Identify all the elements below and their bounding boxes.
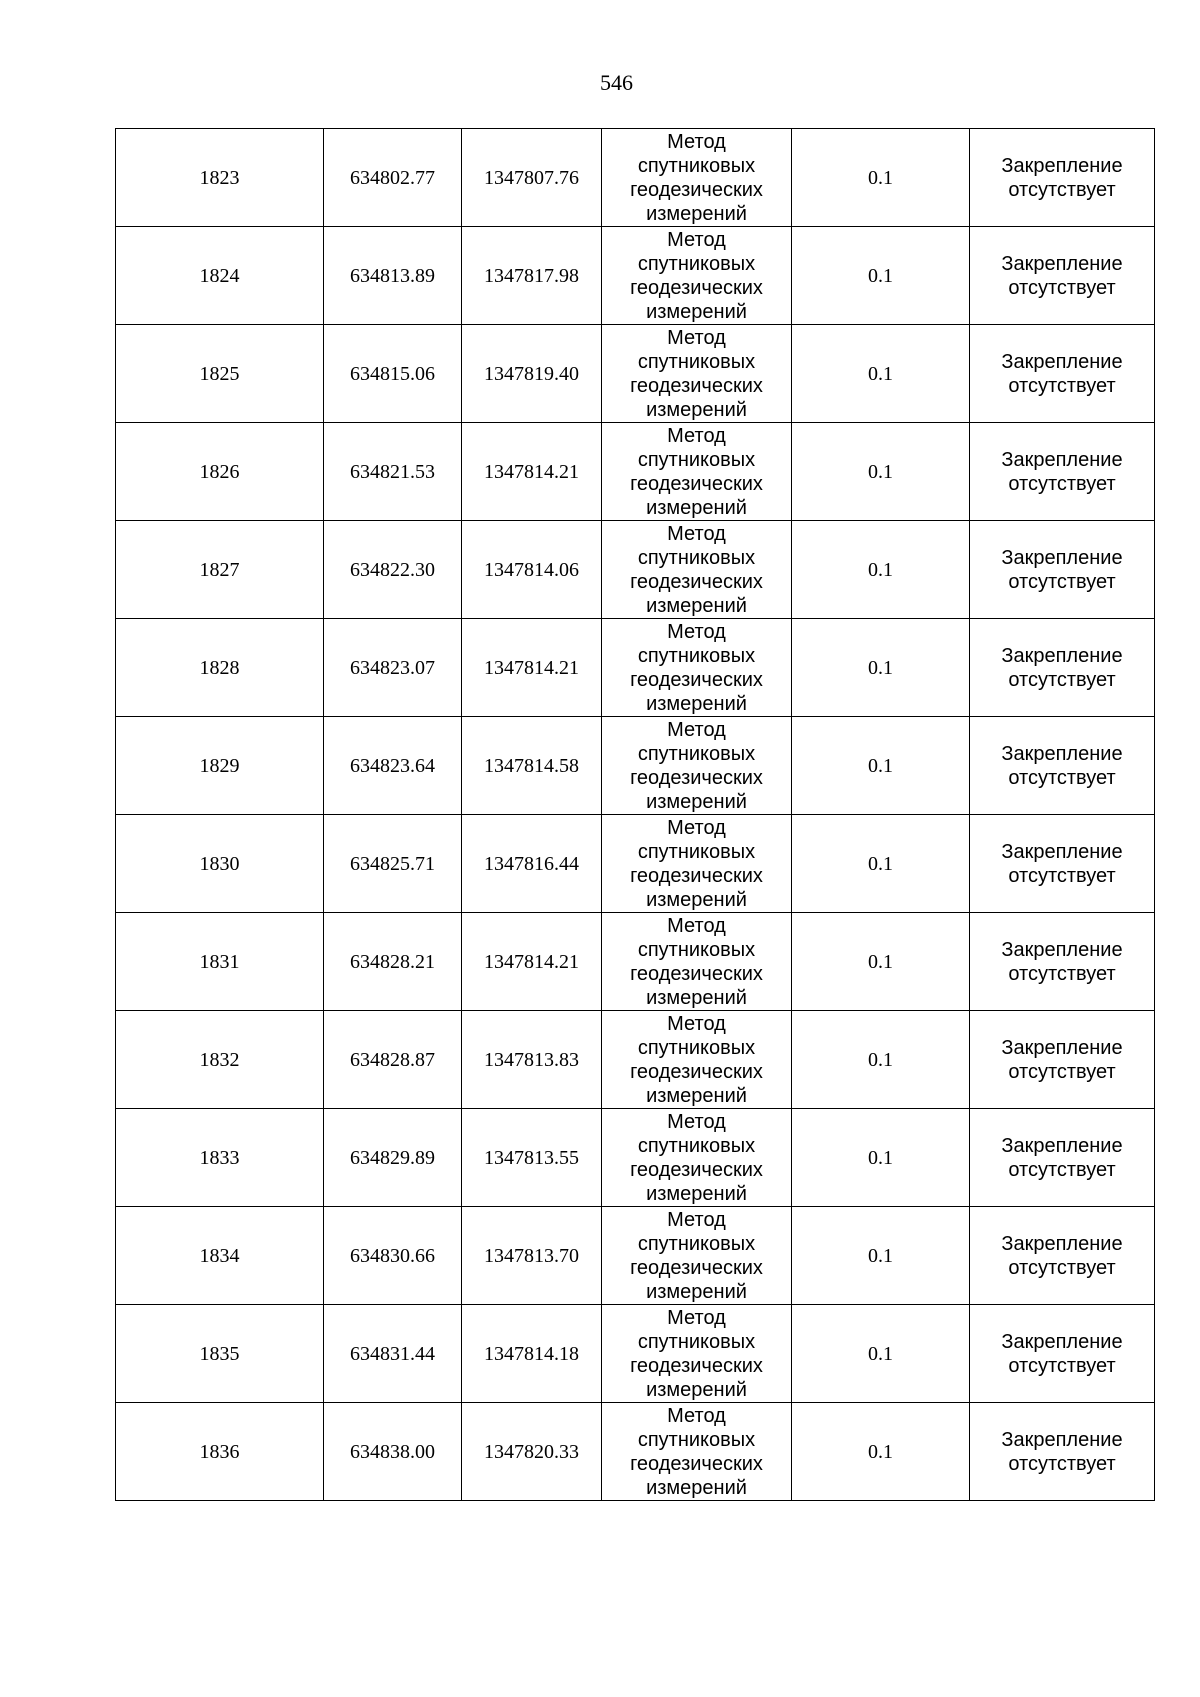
- table-row: [116, 227, 1155, 325]
- method-line: измерений: [646, 398, 747, 421]
- fixing-line: отсутствует: [1008, 1158, 1116, 1181]
- fixing-line: отсутствует: [1008, 1256, 1116, 1279]
- method-cell: [602, 619, 792, 717]
- point-number-cell: 1834: [116, 1207, 324, 1305]
- point-number-cell: 1823: [116, 129, 324, 227]
- method-cell: [602, 815, 792, 913]
- method-line: спутниковых: [637, 840, 756, 863]
- fixing-line: отсутствует: [1008, 472, 1116, 495]
- fixing-cell: [970, 129, 1155, 227]
- method-line: Метод: [667, 326, 726, 349]
- table-row: [116, 521, 1155, 619]
- table-row: [116, 129, 1155, 227]
- method-cell: [602, 227, 792, 325]
- point-number-cell: 1835: [116, 1305, 324, 1403]
- fixing-cell: [970, 815, 1155, 913]
- point-number-cell: 1832: [116, 1011, 324, 1109]
- y-coordinate-cell: 1347814.21: [462, 619, 602, 717]
- method-line: Метод: [667, 1404, 726, 1427]
- fixing-line: Закрепление: [1001, 1232, 1123, 1255]
- fixing-line: Закрепление: [1001, 644, 1123, 667]
- x-coordinate-cell: 634825.71: [324, 815, 462, 913]
- method-line: Метод: [667, 718, 726, 741]
- x-coordinate-cell: 634828.87: [324, 1011, 462, 1109]
- table-row: [116, 423, 1155, 521]
- fixing-cell: [970, 325, 1155, 423]
- method-line: измерений: [646, 1182, 747, 1205]
- fixing-line: отсутствует: [1008, 766, 1116, 789]
- method-line: спутниковых: [637, 546, 756, 569]
- method-cell: [602, 325, 792, 423]
- coordinates-table: [115, 128, 1155, 1501]
- fixing-cell: [970, 1109, 1155, 1207]
- x-coordinate-cell: 634823.07: [324, 619, 462, 717]
- method-line: геодезических: [630, 276, 763, 299]
- method-line: спутниковых: [637, 1232, 756, 1255]
- coordinates-table-body: [116, 129, 1155, 1501]
- method-line: измерений: [646, 202, 747, 225]
- point-number-cell: 1836: [116, 1403, 324, 1501]
- method-line: спутниковых: [637, 1330, 756, 1353]
- method-line: измерений: [646, 1084, 747, 1107]
- fixing-line: Закрепление: [1001, 448, 1123, 471]
- accuracy-cell: 0.1: [792, 1109, 970, 1207]
- method-cell: [602, 1011, 792, 1109]
- method-line: геодезических: [630, 1354, 763, 1377]
- accuracy-cell: 0.1: [792, 1305, 970, 1403]
- accuracy-cell: 0.1: [792, 129, 970, 227]
- y-coordinate-cell: 1347816.44: [462, 815, 602, 913]
- method-line: геодезических: [630, 472, 763, 495]
- method-cell: [602, 1305, 792, 1403]
- fixing-line: Закрепление: [1001, 742, 1123, 765]
- table-row: [116, 1305, 1155, 1403]
- fixing-cell: [970, 1011, 1155, 1109]
- method-line: Метод: [667, 424, 726, 447]
- table-row: [116, 1109, 1155, 1207]
- accuracy-cell: 0.1: [792, 521, 970, 619]
- point-number-cell: 1827: [116, 521, 324, 619]
- method-line: спутниковых: [637, 252, 756, 275]
- method-line: геодезических: [630, 864, 763, 887]
- method-line: Метод: [667, 522, 726, 545]
- point-number-cell: 1829: [116, 717, 324, 815]
- table-row: [116, 1207, 1155, 1305]
- method-line: спутниковых: [637, 154, 756, 177]
- method-line: Метод: [667, 1208, 726, 1231]
- fixing-line: Закрепление: [1001, 1428, 1123, 1451]
- method-line: измерений: [646, 1378, 747, 1401]
- method-line: геодезических: [630, 1256, 763, 1279]
- table-row: [116, 1011, 1155, 1109]
- x-coordinate-cell: 634838.00: [324, 1403, 462, 1501]
- fixing-cell: [970, 227, 1155, 325]
- method-cell: [602, 1207, 792, 1305]
- fixing-line: Закрепление: [1001, 1330, 1123, 1353]
- fixing-cell: [970, 521, 1155, 619]
- method-line: геодезических: [630, 570, 763, 593]
- method-line: спутниковых: [637, 1036, 756, 1059]
- accuracy-cell: 0.1: [792, 1403, 970, 1501]
- method-cell: [602, 717, 792, 815]
- table-row: [116, 619, 1155, 717]
- method-line: измерений: [646, 986, 747, 1009]
- x-coordinate-cell: 634830.66: [324, 1207, 462, 1305]
- method-line: измерений: [646, 594, 747, 617]
- x-coordinate-cell: 634815.06: [324, 325, 462, 423]
- y-coordinate-cell: 1347813.83: [462, 1011, 602, 1109]
- method-line: геодезических: [630, 962, 763, 985]
- table-row: [116, 815, 1155, 913]
- method-line: геодезических: [630, 766, 763, 789]
- method-line: Метод: [667, 1110, 726, 1133]
- fixing-line: Закрепление: [1001, 154, 1123, 177]
- method-cell: [602, 1109, 792, 1207]
- fixing-line: отсутствует: [1008, 1060, 1116, 1083]
- fixing-line: Закрепление: [1001, 938, 1123, 961]
- y-coordinate-cell: 1347814.21: [462, 423, 602, 521]
- fixing-line: Закрепление: [1001, 350, 1123, 373]
- fixing-line: Закрепление: [1001, 1134, 1123, 1157]
- table-row: [116, 1403, 1155, 1501]
- fixing-line: отсутствует: [1008, 178, 1116, 201]
- accuracy-cell: 0.1: [792, 815, 970, 913]
- fixing-line: Закрепление: [1001, 252, 1123, 275]
- fixing-line: Закрепление: [1001, 1036, 1123, 1059]
- y-coordinate-cell: 1347807.76: [462, 129, 602, 227]
- x-coordinate-cell: 634831.44: [324, 1305, 462, 1403]
- method-line: Метод: [667, 1012, 726, 1035]
- fixing-line: отсутствует: [1008, 1354, 1116, 1377]
- fixing-line: отсутствует: [1008, 962, 1116, 985]
- x-coordinate-cell: 634823.64: [324, 717, 462, 815]
- method-line: геодезических: [630, 178, 763, 201]
- method-line: измерений: [646, 1476, 747, 1499]
- page-number: 546: [600, 70, 633, 95]
- accuracy-cell: 0.1: [792, 227, 970, 325]
- method-line: измерений: [646, 790, 747, 813]
- method-line: спутниковых: [637, 644, 756, 667]
- point-number-cell: 1830: [116, 815, 324, 913]
- method-line: геодезических: [630, 1158, 763, 1181]
- point-number-cell: 1828: [116, 619, 324, 717]
- y-coordinate-cell: 1347814.58: [462, 717, 602, 815]
- accuracy-cell: 0.1: [792, 325, 970, 423]
- method-line: Метод: [667, 1306, 726, 1329]
- fixing-cell: [970, 1305, 1155, 1403]
- method-line: Метод: [667, 620, 726, 643]
- y-coordinate-cell: 1347817.98: [462, 227, 602, 325]
- y-coordinate-cell: 1347813.55: [462, 1109, 602, 1207]
- x-coordinate-cell: 634829.89: [324, 1109, 462, 1207]
- fixing-line: отсутствует: [1008, 668, 1116, 691]
- y-coordinate-cell: 1347814.18: [462, 1305, 602, 1403]
- accuracy-cell: 0.1: [792, 619, 970, 717]
- y-coordinate-cell: 1347819.40: [462, 325, 602, 423]
- method-line: Метод: [667, 228, 726, 251]
- accuracy-cell: 0.1: [792, 1207, 970, 1305]
- method-line: спутниковых: [637, 350, 756, 373]
- fixing-line: отсутствует: [1008, 1452, 1116, 1475]
- method-line: Метод: [667, 914, 726, 937]
- method-line: геодезических: [630, 668, 763, 691]
- method-line: измерений: [646, 692, 747, 715]
- fixing-cell: [970, 717, 1155, 815]
- fixing-line: отсутствует: [1008, 276, 1116, 299]
- fixing-line: Закрепление: [1001, 840, 1123, 863]
- x-coordinate-cell: 634813.89: [324, 227, 462, 325]
- method-line: геодезических: [630, 374, 763, 397]
- fixing-cell: [970, 1403, 1155, 1501]
- method-line: Метод: [667, 816, 726, 839]
- method-cell: [602, 129, 792, 227]
- x-coordinate-cell: 634828.21: [324, 913, 462, 1011]
- accuracy-cell: 0.1: [792, 717, 970, 815]
- accuracy-cell: 0.1: [792, 423, 970, 521]
- x-coordinate-cell: 634821.53: [324, 423, 462, 521]
- method-line: спутниковых: [637, 1134, 756, 1157]
- method-line: спутниковых: [637, 938, 756, 961]
- point-number-cell: 1826: [116, 423, 324, 521]
- method-line: измерений: [646, 496, 747, 519]
- point-number-cell: 1825: [116, 325, 324, 423]
- method-line: Метод: [667, 130, 726, 153]
- y-coordinate-cell: 1347814.21: [462, 913, 602, 1011]
- table-row: [116, 325, 1155, 423]
- y-coordinate-cell: 1347814.06: [462, 521, 602, 619]
- accuracy-cell: 0.1: [792, 913, 970, 1011]
- y-coordinate-cell: 1347820.33: [462, 1403, 602, 1501]
- method-line: спутниковых: [637, 1428, 756, 1451]
- table-row: [116, 913, 1155, 1011]
- x-coordinate-cell: 634822.30: [324, 521, 462, 619]
- point-number-cell: 1824: [116, 227, 324, 325]
- method-line: геодезических: [630, 1452, 763, 1475]
- table-row: [116, 717, 1155, 815]
- fixing-cell: [970, 913, 1155, 1011]
- method-line: спутниковых: [637, 448, 756, 471]
- accuracy-cell: 0.1: [792, 1011, 970, 1109]
- method-cell: [602, 521, 792, 619]
- method-cell: [602, 1403, 792, 1501]
- y-coordinate-cell: 1347813.70: [462, 1207, 602, 1305]
- x-coordinate-cell: 634802.77: [324, 129, 462, 227]
- fixing-line: отсутствует: [1008, 864, 1116, 887]
- method-line: измерений: [646, 1280, 747, 1303]
- method-line: спутниковых: [637, 742, 756, 765]
- point-number-cell: 1831: [116, 913, 324, 1011]
- fixing-cell: [970, 619, 1155, 717]
- point-number-cell: 1833: [116, 1109, 324, 1207]
- method-line: геодезических: [630, 1060, 763, 1083]
- method-cell: [602, 423, 792, 521]
- method-line: измерений: [646, 300, 747, 323]
- fixing-line: отсутствует: [1008, 570, 1116, 593]
- fixing-cell: [970, 423, 1155, 521]
- fixing-line: отсутствует: [1008, 374, 1116, 397]
- method-line: измерений: [646, 888, 747, 911]
- fixing-cell: [970, 1207, 1155, 1305]
- fixing-line: Закрепление: [1001, 546, 1123, 569]
- method-cell: [602, 913, 792, 1011]
